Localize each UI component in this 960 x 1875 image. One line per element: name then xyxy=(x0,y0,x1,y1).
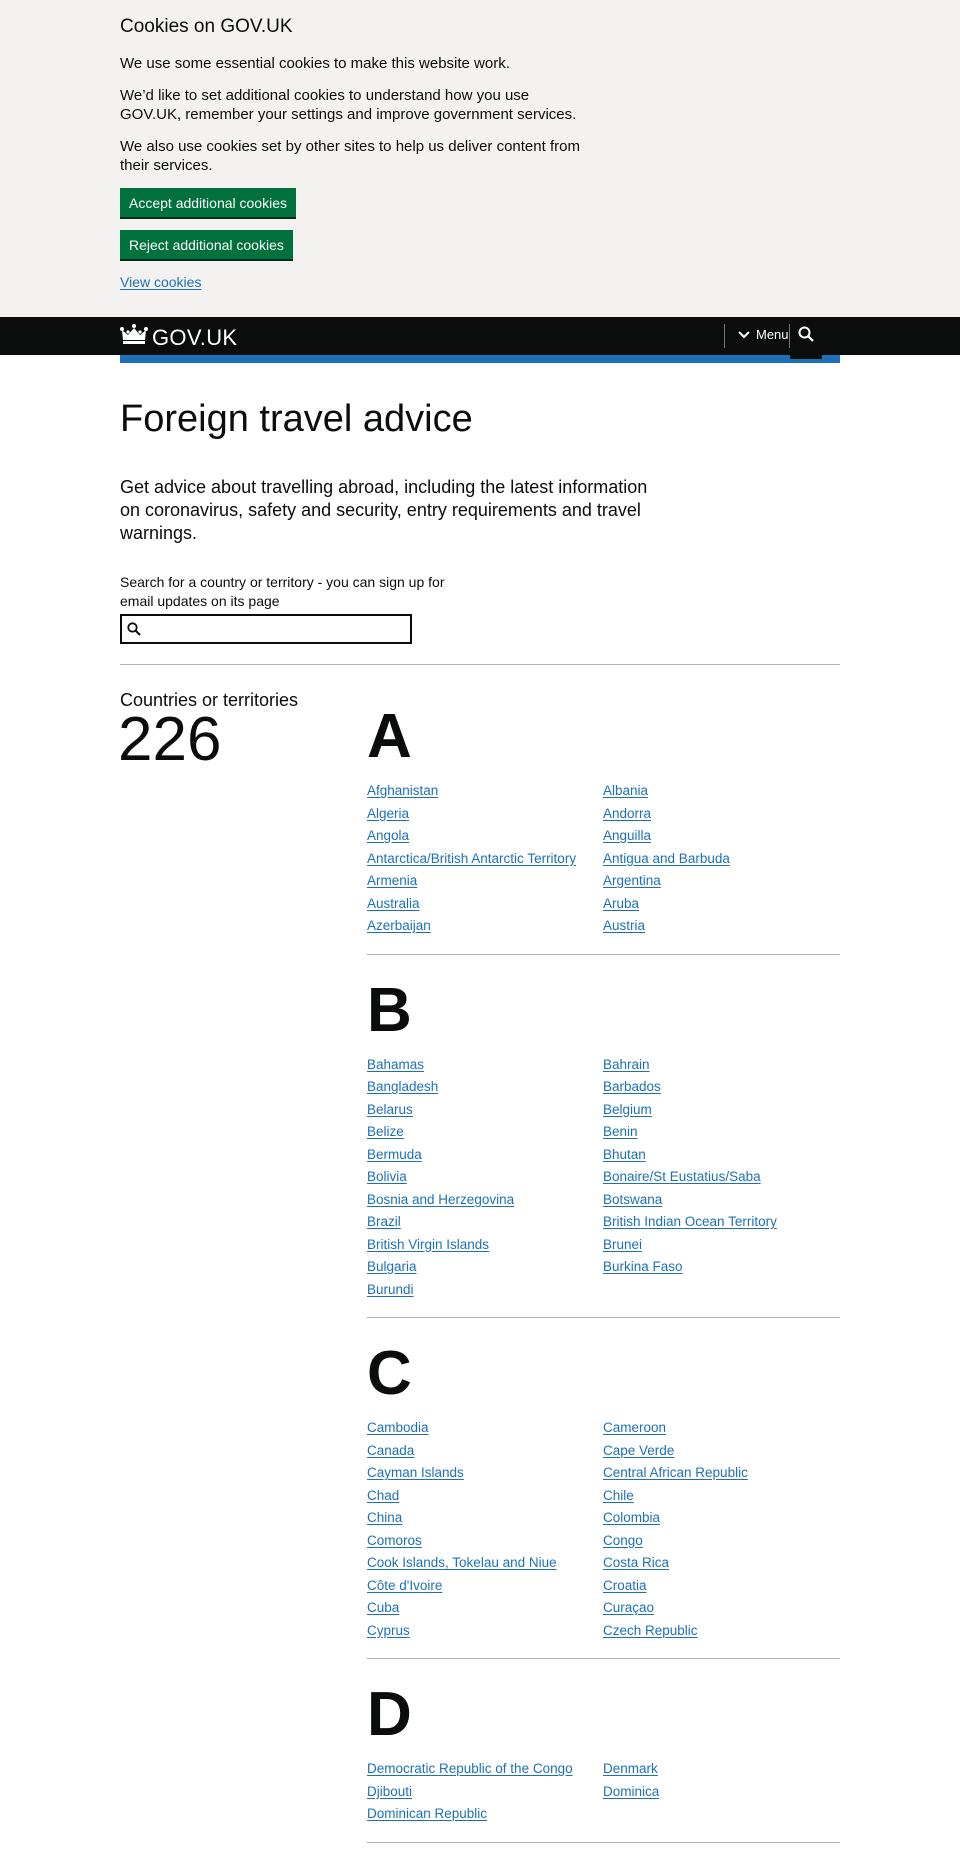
country-link[interactable]: Bosnia and Herzegovina xyxy=(367,1191,515,1207)
country-link[interactable]: Azerbaijan xyxy=(367,918,431,933)
search-tab-indicator xyxy=(790,355,822,359)
country-link[interactable]: Burundi xyxy=(367,1281,414,1297)
country-search-input[interactable] xyxy=(144,618,408,640)
country-link[interactable]: Bahamas xyxy=(367,1056,425,1072)
country-link[interactable]: China xyxy=(367,1510,403,1525)
country-column-left xyxy=(367,1056,603,1304)
country-link[interactable]: Chad xyxy=(367,1487,400,1503)
letter-heading: B xyxy=(367,975,412,1045)
country-link[interactable]: Bolivia xyxy=(367,1169,407,1184)
country-link[interactable]: Côte d'Ivoire xyxy=(367,1577,443,1593)
country-column-left xyxy=(367,1760,603,1828)
country-column-right xyxy=(603,1760,839,1828)
govuk-logo-link[interactable] xyxy=(120,324,237,351)
country-link[interactable]: Bhutan xyxy=(603,1146,646,1162)
chevron-down-icon xyxy=(738,327,756,342)
country-columns xyxy=(367,1419,840,1644)
country-link[interactable]: Colombia xyxy=(603,1510,661,1525)
country-link[interactable]: Brunei xyxy=(603,1236,643,1252)
letter-heading: C xyxy=(367,1339,412,1408)
letter-heading: A xyxy=(367,702,412,771)
country-link[interactable]: Bahrain xyxy=(603,1056,650,1072)
country-link[interactable]: Albania xyxy=(603,783,649,798)
country-link[interactable]: British Virgin Islands xyxy=(367,1236,490,1252)
logo-text: GOV.UK xyxy=(152,324,238,350)
country-link[interactable]: Angola xyxy=(367,828,410,843)
cookie-text-third-party: We also use cookies set by other sites to help us deliver content from their services. xyxy=(120,138,580,174)
letter-heading: D xyxy=(367,1680,412,1749)
country-columns xyxy=(367,782,840,940)
country-link[interactable]: Barbados xyxy=(603,1079,661,1094)
country-link[interactable]: Brazil xyxy=(367,1214,401,1229)
menu-divider xyxy=(724,324,725,348)
country-list xyxy=(367,702,840,1867)
country-link[interactable]: Algeria xyxy=(367,805,410,821)
section-divider xyxy=(367,954,840,955)
menu-label: Menu xyxy=(756,327,789,342)
country-link[interactable]: Chile xyxy=(603,1487,634,1503)
country-link[interactable]: Central African Republic xyxy=(603,1465,748,1480)
country-link[interactable]: Cambodia xyxy=(367,1420,429,1435)
country-link[interactable]: Australia xyxy=(367,895,420,911)
country-link[interactable]: Antarctica/British Antarctic Territory xyxy=(367,850,577,866)
country-link[interactable]: Belarus xyxy=(367,1101,413,1117)
country-link[interactable]: Belize xyxy=(367,1124,404,1139)
country-link[interactable]: Croatia xyxy=(603,1577,647,1593)
letter-sections xyxy=(367,702,840,1843)
country-link[interactable]: Belgium xyxy=(603,1101,652,1117)
country-link[interactable]: Cook Islands, Tokelau and Niue xyxy=(367,1555,557,1570)
country-column-left xyxy=(367,782,603,940)
country-link[interactable]: Curaçao xyxy=(603,1600,655,1615)
country-link[interactable]: Austria xyxy=(603,918,646,933)
crown-icon xyxy=(120,324,148,351)
country-link[interactable]: Bangladesh xyxy=(367,1079,439,1094)
letter-section-b xyxy=(367,975,840,1319)
country-link[interactable]: Bonaire/St Eustatius/Saba xyxy=(603,1169,761,1184)
cookie-banner-title: Cookies on GOV.UK xyxy=(120,16,293,37)
country-link[interactable]: Cayman Islands xyxy=(367,1465,464,1480)
page-title: Foreign travel advice xyxy=(120,398,473,440)
cookie-banner xyxy=(0,0,960,317)
view-cookies-link[interactable]: View cookies xyxy=(120,274,202,290)
country-link[interactable]: Aruba xyxy=(603,895,640,911)
country-link[interactable]: Dominica xyxy=(603,1783,660,1799)
section-divider xyxy=(367,1658,840,1659)
country-link[interactable]: Anguilla xyxy=(603,828,652,843)
menu-button[interactable] xyxy=(738,327,789,342)
site-header xyxy=(0,317,960,355)
country-link[interactable]: Bermuda xyxy=(367,1146,422,1162)
countries-count: 226 xyxy=(118,705,222,774)
country-link[interactable]: Afghanistan xyxy=(367,783,439,798)
country-link[interactable]: Andorra xyxy=(603,805,652,821)
page-lede: Get advice about travelling abroad, including the latest information on coronavirus, safety and security, entry requirements and travel warnings. xyxy=(120,477,648,543)
country-link[interactable]: Cyprus xyxy=(367,1622,410,1638)
accept-cookies-button[interactable]: Accept additional cookies xyxy=(120,188,296,217)
country-link[interactable]: Burkina Faso xyxy=(603,1259,683,1274)
country-link[interactable]: Cape Verde xyxy=(603,1442,675,1458)
reject-cookies-button[interactable]: Reject additional cookies xyxy=(120,230,293,259)
country-link[interactable]: Democratic Republic of the Congo xyxy=(367,1761,573,1776)
header-blue-strip xyxy=(120,355,840,363)
country-link[interactable]: Antigua and Barbuda xyxy=(603,850,730,866)
cookie-text-additional: We’d like to set additional cookies to understand how you use GOV.UK, remember your settings and improve government services. xyxy=(120,87,577,123)
section-divider xyxy=(120,664,840,665)
country-link[interactable]: Canada xyxy=(367,1442,415,1458)
country-link[interactable]: Cameroon xyxy=(603,1420,667,1435)
section-divider xyxy=(367,1317,840,1318)
country-link[interactable]: British Indian Ocean Territory xyxy=(603,1214,777,1229)
header-search-button[interactable] xyxy=(790,317,822,355)
country-link[interactable]: Benin xyxy=(603,1124,638,1139)
letter-section-a xyxy=(367,702,840,955)
country-columns xyxy=(367,1056,840,1304)
country-column-right xyxy=(603,1419,839,1644)
country-link[interactable]: Armenia xyxy=(367,873,418,888)
country-column-right xyxy=(603,1056,839,1304)
countries-count-label: Countries or territories xyxy=(120,690,299,710)
search-icon xyxy=(798,326,814,347)
country-link[interactable]: Botswana xyxy=(603,1191,663,1207)
country-link[interactable]: Denmark xyxy=(603,1761,658,1776)
country-link[interactable]: Costa Rica xyxy=(603,1555,670,1570)
section-divider xyxy=(367,1842,840,1843)
country-link[interactable]: Cuba xyxy=(367,1600,400,1615)
country-link[interactable]: Djibouti xyxy=(367,1783,413,1799)
country-link[interactable]: Argentina xyxy=(603,873,661,888)
country-column-right xyxy=(603,782,839,940)
country-search-label: Search for a country or territory - you can sign up for email updates on its page xyxy=(120,574,445,609)
letter-section-d xyxy=(367,1680,840,1843)
letter-section-c xyxy=(367,1339,840,1659)
country-link[interactable]: Dominican Republic xyxy=(367,1806,488,1821)
country-link[interactable]: Congo xyxy=(603,1532,643,1548)
country-link[interactable]: Comoros xyxy=(367,1532,422,1548)
country-columns xyxy=(367,1760,840,1828)
country-link[interactable]: Czech Republic xyxy=(603,1622,698,1638)
country-column-left xyxy=(367,1419,603,1644)
country-link[interactable]: Bulgaria xyxy=(367,1259,417,1274)
cookie-text-essential: We use some essential cookies to make this website work. xyxy=(120,55,510,72)
country-search-box[interactable] xyxy=(120,614,412,644)
